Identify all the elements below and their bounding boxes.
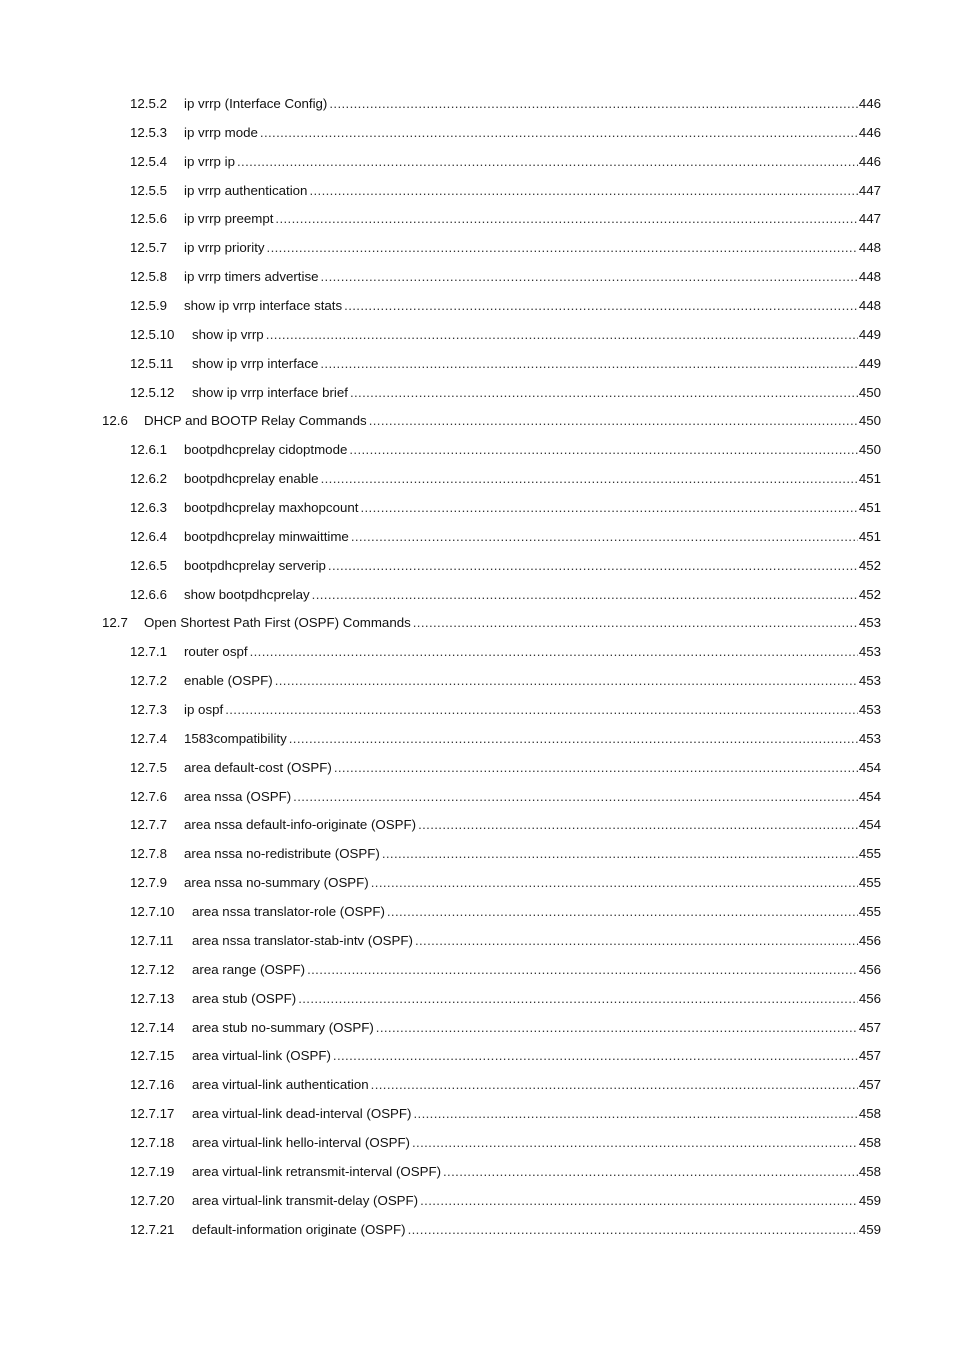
toc-entry-title: Open Shortest Path First (OSPF) Commands bbox=[144, 615, 411, 631]
toc-entry-title: area default-cost (OSPF) bbox=[184, 759, 332, 775]
toc-entry-title: 1583compatibility bbox=[184, 730, 287, 746]
toc-entry-number: 12.6.6 bbox=[130, 586, 167, 602]
toc-entry[interactable] bbox=[0, 638, 954, 667]
toc-entry-number: 12.7.6 bbox=[130, 788, 167, 804]
toc-entry[interactable] bbox=[0, 581, 954, 610]
toc-entry-number: 12.6 bbox=[102, 413, 128, 429]
toc-entry-number: 12.7.19 bbox=[130, 1163, 175, 1179]
dot-leader bbox=[349, 436, 857, 465]
toc-entry[interactable] bbox=[0, 898, 954, 927]
toc-entry-page-number: 453 bbox=[858, 644, 881, 660]
toc-entry-number: 12.5.6 bbox=[130, 211, 167, 227]
toc-entry-title: area stub no-summary (OSPF) bbox=[192, 1019, 374, 1035]
toc-entry-number: 12.5.4 bbox=[130, 153, 167, 169]
toc-entry-number: 12.7.16 bbox=[130, 1077, 175, 1093]
toc-entry-line bbox=[130, 523, 881, 552]
toc-entry-line bbox=[130, 1187, 881, 1216]
toc-entry-number: 12.7.17 bbox=[130, 1106, 175, 1122]
toc-entry[interactable] bbox=[0, 783, 954, 812]
toc-entry-number: 12.7.3 bbox=[130, 702, 167, 718]
toc-entry-title: bootpdhcprelay minwaittime bbox=[184, 528, 349, 544]
toc-entry-line bbox=[130, 148, 881, 177]
toc-entry-number: 12.7.14 bbox=[130, 1019, 175, 1035]
toc-entry-page-number: 450 bbox=[858, 442, 881, 458]
toc-entry-page-number: 446 bbox=[858, 96, 881, 111]
toc-entry-number: 12.7.8 bbox=[130, 846, 167, 862]
toc-entry-page-number: 456 bbox=[858, 990, 881, 1006]
toc-entry[interactable] bbox=[0, 321, 954, 350]
toc-entry[interactable] bbox=[0, 1071, 954, 1100]
toc-entry-page-number: 454 bbox=[858, 759, 881, 775]
toc-entry-page-number: 458 bbox=[858, 1134, 881, 1150]
toc-entry-page-number: 449 bbox=[858, 326, 881, 342]
toc-entry-line bbox=[130, 263, 881, 292]
toc-entry-number: 12.5.11 bbox=[130, 355, 174, 371]
toc-entry-number: 12.7.13 bbox=[130, 990, 175, 1006]
dot-leader bbox=[415, 927, 858, 956]
dot-leader bbox=[275, 205, 857, 234]
toc-entry[interactable] bbox=[0, 725, 954, 754]
toc-entry-number: 12.5.8 bbox=[130, 269, 167, 285]
dot-leader bbox=[266, 321, 858, 350]
dot-leader bbox=[237, 148, 858, 177]
toc-entry-title: ip vrrp priority bbox=[184, 240, 265, 256]
toc-entry-line bbox=[130, 811, 881, 840]
toc-entry-title: area virtual-link dead-interval (OSPF) bbox=[192, 1106, 412, 1122]
toc-entry-title: area virtual-link retransmit-interval (OSPF) bbox=[192, 1163, 442, 1179]
toc-entry-line bbox=[130, 754, 881, 783]
toc-entry-page-number: 450 bbox=[858, 413, 881, 429]
toc-entry[interactable] bbox=[0, 177, 954, 206]
dot-leader bbox=[298, 985, 858, 1014]
dot-leader bbox=[371, 869, 858, 898]
dot-leader bbox=[334, 754, 858, 783]
toc-entry-line bbox=[130, 840, 881, 869]
toc-entry-page-number: 455 bbox=[858, 875, 881, 891]
toc-entry[interactable] bbox=[0, 927, 954, 956]
toc-entry-page-number: 447 bbox=[858, 182, 881, 198]
toc-entry-page-number: 448 bbox=[858, 298, 881, 314]
toc-entry-line bbox=[130, 465, 881, 494]
toc-entry-title: ip vrrp preempt bbox=[184, 211, 274, 227]
toc-entry-title: area nssa no-summary (OSPF) bbox=[184, 875, 369, 891]
toc-entry-number: 12.7.21 bbox=[130, 1221, 175, 1237]
toc-entry-title: area virtual-link transmit-delay (OSPF) bbox=[192, 1192, 419, 1208]
toc-entry-page-number: 459 bbox=[858, 1192, 881, 1208]
dot-leader bbox=[320, 263, 857, 292]
toc-entry-number: 12.7.5 bbox=[130, 759, 167, 775]
dot-leader bbox=[376, 1014, 858, 1043]
toc-entry-line bbox=[130, 119, 881, 148]
toc-entry-page-number: 458 bbox=[858, 1163, 881, 1179]
dot-leader bbox=[312, 581, 858, 610]
toc-entry[interactable] bbox=[0, 119, 954, 148]
toc-entry-title: bootpdhcprelay maxhopcount bbox=[184, 500, 359, 516]
toc-entry-title: area range (OSPF) bbox=[192, 961, 306, 977]
toc-entry-title: bootpdhcprelay enable bbox=[184, 471, 319, 487]
toc-entry[interactable] bbox=[0, 1014, 954, 1043]
toc-entry-page-number: 457 bbox=[858, 1048, 881, 1064]
toc-entry-line bbox=[130, 379, 881, 408]
toc-entry-page-number: 448 bbox=[858, 269, 881, 285]
toc-entry-page-number: 451 bbox=[858, 528, 881, 544]
toc-entry-line bbox=[130, 1014, 881, 1043]
toc-entry-page-number: 447 bbox=[858, 211, 881, 227]
toc-entry-line bbox=[130, 581, 881, 610]
toc-entry-title: show ip vrrp interface brief bbox=[192, 384, 348, 400]
toc-entry-line bbox=[130, 1071, 881, 1100]
dot-leader bbox=[275, 667, 858, 696]
toc-entry-number: 12.7 bbox=[102, 615, 128, 631]
toc-entry-title: show ip vrrp interface stats bbox=[184, 298, 343, 314]
dot-leader bbox=[408, 1216, 858, 1245]
toc-entry[interactable] bbox=[0, 292, 954, 321]
toc-entry[interactable] bbox=[0, 1187, 954, 1216]
toc-entry-title: bootpdhcprelay serverip bbox=[184, 557, 326, 573]
toc-entry-title: show ip vrrp interface bbox=[192, 355, 319, 371]
toc-entry[interactable] bbox=[0, 90, 954, 119]
toc-entry[interactable] bbox=[0, 696, 954, 725]
toc-entry[interactable] bbox=[0, 754, 954, 783]
dot-leader bbox=[250, 638, 858, 667]
toc-entry-page-number: 453 bbox=[858, 615, 881, 631]
toc-entry-page-number: 451 bbox=[858, 471, 881, 487]
toc-entry-line bbox=[130, 783, 881, 812]
toc-entry[interactable] bbox=[0, 465, 954, 494]
dot-leader bbox=[289, 725, 858, 754]
toc-entry-title: show ip vrrp bbox=[192, 326, 264, 342]
toc-entry-number: 12.7.9 bbox=[130, 875, 167, 891]
dot-leader bbox=[344, 292, 858, 321]
toc-entry-page-number: 457 bbox=[858, 1077, 881, 1093]
toc-entry[interactable] bbox=[0, 1042, 954, 1071]
toc-entry-number: 12.5.10 bbox=[130, 326, 175, 342]
toc-entry-line bbox=[130, 1042, 881, 1071]
toc-entry-page-number: 454 bbox=[858, 817, 881, 833]
toc-entry[interactable] bbox=[0, 1216, 954, 1245]
toc-entry[interactable] bbox=[0, 494, 954, 523]
toc-entry-number: 12.7.1 bbox=[130, 644, 167, 660]
dot-leader bbox=[371, 1071, 858, 1100]
toc-entry[interactable] bbox=[0, 1158, 954, 1187]
toc-entry-number: 12.5.9 bbox=[130, 298, 167, 314]
toc-entry-line bbox=[130, 725, 881, 754]
toc-entry-title: default-information originate (OSPF) bbox=[192, 1221, 406, 1237]
toc-entry-line bbox=[130, 494, 881, 523]
toc-entry-line bbox=[130, 898, 881, 927]
toc-entry[interactable] bbox=[0, 205, 954, 234]
toc-entry-number: 12.7.7 bbox=[130, 817, 167, 833]
dot-leader bbox=[387, 898, 858, 927]
dot-leader bbox=[309, 177, 857, 206]
toc-entry-line bbox=[130, 1158, 881, 1187]
dot-leader bbox=[351, 523, 858, 552]
dot-leader bbox=[260, 119, 858, 148]
toc-entry-page-number: 452 bbox=[858, 557, 881, 573]
toc-entry-line bbox=[130, 696, 881, 725]
toc-entry-title: ip vrrp (Interface Config) bbox=[184, 96, 328, 111]
toc-entry-title: area virtual-link authentication bbox=[192, 1077, 369, 1093]
toc-entry-number: 12.7.4 bbox=[130, 730, 167, 746]
toc-entry-title: area stub (OSPF) bbox=[192, 990, 297, 1006]
toc-entry-line bbox=[102, 407, 881, 436]
toc-entry-title: enable (OSPF) bbox=[184, 673, 273, 689]
toc-entry-number: 12.6.1 bbox=[130, 442, 167, 458]
toc-entry[interactable] bbox=[0, 350, 954, 379]
toc-entry-number: 12.7.18 bbox=[130, 1134, 175, 1150]
toc-entry-line bbox=[130, 90, 881, 119]
toc-entry-number: 12.5.2 bbox=[130, 96, 167, 111]
toc-entry-line bbox=[130, 869, 881, 898]
toc-entry-page-number: 457 bbox=[858, 1019, 881, 1035]
dot-leader bbox=[320, 350, 857, 379]
toc-section-entry[interactable] bbox=[0, 609, 954, 638]
toc-entry-number: 12.6.5 bbox=[130, 557, 167, 573]
toc-entry-number: 12.5.3 bbox=[130, 124, 167, 140]
toc-entry[interactable] bbox=[0, 1129, 954, 1158]
toc-entry-line bbox=[130, 956, 881, 985]
table-of-contents bbox=[0, 90, 954, 1244]
toc-entry-number: 12.7.2 bbox=[130, 673, 167, 689]
toc-entry-line bbox=[130, 1129, 881, 1158]
toc-entry-page-number: 446 bbox=[858, 153, 881, 169]
toc-entry-page-number: 450 bbox=[858, 384, 881, 400]
toc-entry-title: area nssa translator-stab-intv (OSPF) bbox=[192, 932, 413, 948]
toc-entry[interactable] bbox=[0, 840, 954, 869]
toc-entry-page-number: 455 bbox=[858, 904, 881, 920]
dot-leader bbox=[293, 783, 858, 812]
toc-entry-line bbox=[130, 667, 881, 696]
toc-entry[interactable] bbox=[0, 436, 954, 465]
toc-entry-line bbox=[130, 985, 881, 1014]
toc-entry-page-number: 454 bbox=[858, 788, 881, 804]
toc-entry-page-number: 453 bbox=[858, 730, 881, 746]
toc-entry-page-number: 452 bbox=[858, 586, 881, 602]
toc-entry-line bbox=[130, 292, 881, 321]
toc-entry-title: area nssa default-info-originate (OSPF) bbox=[184, 817, 417, 833]
toc-entry-page-number: 456 bbox=[858, 961, 881, 977]
toc-entry[interactable] bbox=[0, 234, 954, 263]
toc-entry[interactable] bbox=[0, 148, 954, 177]
toc-entry-line bbox=[130, 638, 881, 667]
toc-entry-number: 12.5.7 bbox=[130, 240, 167, 256]
toc-entry-page-number: 453 bbox=[858, 673, 881, 689]
toc-entry-line bbox=[130, 1216, 881, 1245]
toc-entry-line bbox=[130, 205, 881, 234]
toc-entry-number: 12.7.11 bbox=[130, 932, 174, 948]
toc-entry-title: area virtual-link (OSPF) bbox=[192, 1048, 331, 1064]
toc-entry-title: ip vrrp timers advertise bbox=[184, 269, 319, 285]
dot-leader bbox=[443, 1158, 858, 1187]
toc-entry-line bbox=[130, 234, 881, 263]
toc-entry-line bbox=[130, 321, 881, 350]
toc-entry[interactable] bbox=[0, 1100, 954, 1129]
toc-entry-title: bootpdhcprelay cidoptmode bbox=[184, 442, 348, 458]
toc-entry-page-number: 446 bbox=[858, 124, 881, 140]
toc-entry-page-number: 459 bbox=[858, 1221, 881, 1237]
dot-leader bbox=[412, 1129, 858, 1158]
toc-entry[interactable] bbox=[0, 667, 954, 696]
toc-entry-line bbox=[102, 609, 881, 638]
toc-entry-page-number: 455 bbox=[858, 846, 881, 862]
toc-entry-number: 12.6.2 bbox=[130, 471, 167, 487]
dot-leader bbox=[267, 234, 858, 263]
toc-entry-number: 12.7.15 bbox=[130, 1048, 175, 1064]
dot-leader bbox=[350, 379, 858, 408]
toc-entry-title: ip ospf bbox=[184, 702, 224, 718]
toc-entry-line bbox=[130, 177, 881, 206]
toc-entry-number: 12.5.5 bbox=[130, 182, 167, 198]
toc-entry-line bbox=[130, 436, 881, 465]
toc-entry[interactable] bbox=[0, 379, 954, 408]
toc-entry-page-number: 453 bbox=[858, 702, 881, 718]
toc-entry[interactable] bbox=[0, 523, 954, 552]
toc-entry-number: 12.6.4 bbox=[130, 528, 167, 544]
dot-leader bbox=[413, 1100, 857, 1129]
toc-entry-page-number: 458 bbox=[858, 1106, 881, 1122]
toc-entry-line bbox=[130, 350, 881, 379]
toc-entry-line bbox=[130, 927, 881, 956]
toc-entry[interactable] bbox=[0, 869, 954, 898]
dot-leader bbox=[329, 90, 857, 119]
toc-entry-page-number: 456 bbox=[858, 932, 881, 948]
toc-entry[interactable] bbox=[0, 263, 954, 292]
toc-entry-title: ip vrrp ip bbox=[184, 153, 235, 169]
toc-entry-title: show bootpdhcprelay bbox=[184, 586, 310, 602]
dot-leader bbox=[382, 840, 858, 869]
toc-entry-page-number: 451 bbox=[858, 500, 881, 516]
dot-leader bbox=[418, 811, 858, 840]
toc-entry-title: area nssa no-redistribute (OSPF) bbox=[184, 846, 380, 862]
toc-entry-title: router ospf bbox=[184, 644, 248, 660]
toc-section-entry[interactable] bbox=[0, 407, 954, 436]
toc-entry[interactable] bbox=[0, 811, 954, 840]
toc-entry-line bbox=[130, 1100, 881, 1129]
dot-leader bbox=[413, 609, 858, 638]
toc-entry[interactable] bbox=[0, 956, 954, 985]
toc-entry-title: area virtual-link hello-interval (OSPF) bbox=[192, 1134, 410, 1150]
toc-entry-line bbox=[130, 552, 881, 581]
dot-leader bbox=[420, 1187, 858, 1216]
dot-leader bbox=[225, 696, 858, 725]
dot-leader bbox=[360, 494, 857, 523]
toc-entry-page-number: 449 bbox=[858, 355, 881, 371]
toc-entry-title: DHCP and BOOTP Relay Commands bbox=[144, 413, 367, 429]
toc-entry[interactable] bbox=[0, 552, 954, 581]
dot-leader bbox=[307, 956, 858, 985]
dot-leader bbox=[328, 552, 858, 581]
toc-entry-page-number: 448 bbox=[858, 240, 881, 256]
toc-entry-number: 12.6.3 bbox=[130, 500, 167, 516]
toc-entry-title: area nssa (OSPF) bbox=[184, 788, 292, 804]
toc-entry-number: 12.7.12 bbox=[130, 961, 175, 977]
dot-leader bbox=[333, 1042, 858, 1071]
dot-leader bbox=[369, 407, 858, 436]
toc-entry-title: ip vrrp mode bbox=[184, 124, 258, 140]
toc-entry-title: area nssa translator-role (OSPF) bbox=[192, 904, 385, 920]
toc-entry-number: 12.7.20 bbox=[130, 1192, 175, 1208]
toc-entry[interactable] bbox=[0, 985, 954, 1014]
dot-leader bbox=[321, 465, 858, 494]
toc-entry-title: ip vrrp authentication bbox=[184, 182, 308, 198]
toc-entry-number: 12.7.10 bbox=[130, 904, 175, 920]
toc-entry-number: 12.5.12 bbox=[130, 384, 175, 400]
